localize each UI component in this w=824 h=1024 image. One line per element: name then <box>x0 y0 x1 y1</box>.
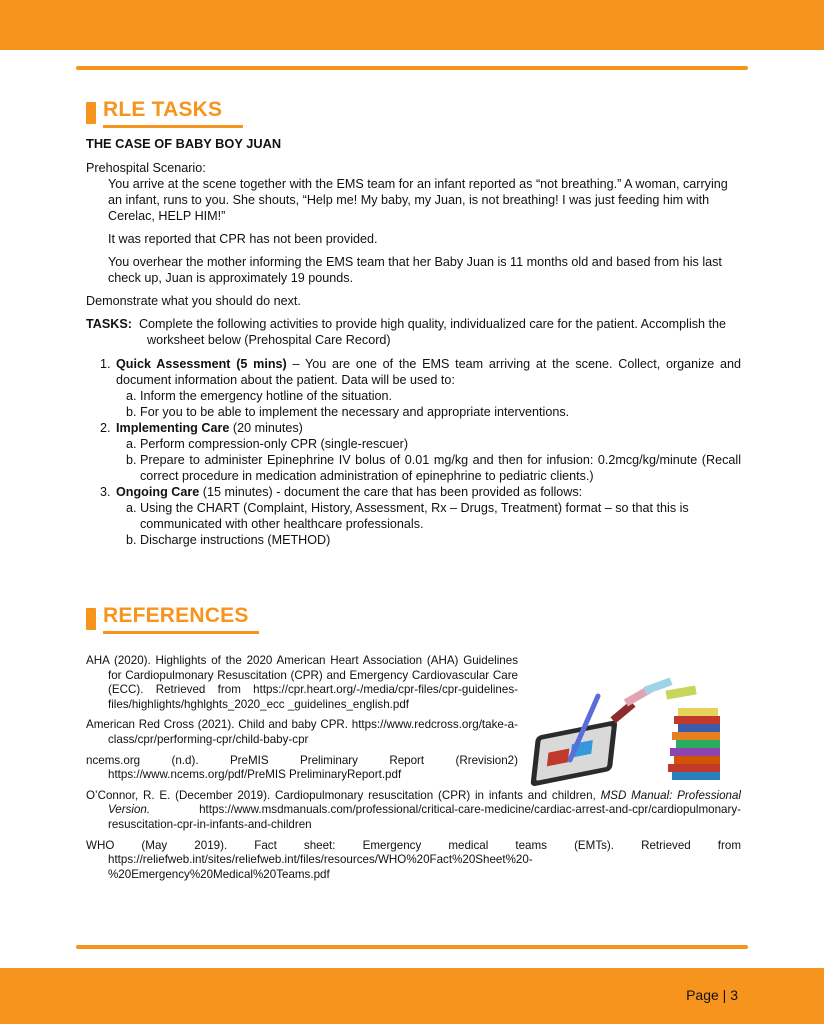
subtask-item: b. Discharge instructions (METHOD) <box>140 532 741 548</box>
reference-item: American Red Cross (2021). Child and baby CPR. https://www.redcross.org/take-a-class/cpr/performing-cpr/child-baby-cpr <box>86 718 518 746</box>
task-text: – You are one of the EMS team arriving at the scene. Collect, organize and document information about the patient. Data will be used to: <box>116 357 742 387</box>
header-band <box>0 0 824 50</box>
tablet-books-illustration <box>528 668 740 798</box>
task-title: Ongoing Care <box>116 485 200 499</box>
heading-marker <box>86 102 96 124</box>
tasks-label: TASKS: <box>86 317 132 331</box>
subtask-item: b. Prepare to administer Epinephrine IV bolus of 0.01 mg/kg and then for infusion: 0.2mcg/kg/minute (Recall correct procedure in medication administration of epinephrine to pediatric clients.) <box>140 452 741 484</box>
case-content <box>86 136 741 548</box>
task-title: Implementing Care <box>116 421 230 435</box>
case-title: THE CASE OF BABY BOY JUAN <box>86 136 282 151</box>
reference-item: WHO (May 2019). Fact sheet: Emergency medical teams (EMTs). Retrieved from https://reliefweb.int/sites/reliefweb.int/files/resources/WHO%20Fact%20Sheet%20-%20Emergency%20Medical%20Teams.pdf <box>86 838 741 881</box>
subtask-item: a. Perform compression-only CPR (single-rescuer) <box>140 436 741 452</box>
task-text: (20 minutes) <box>229 421 303 435</box>
task-item <box>114 484 741 548</box>
reference-item: AHA (2020). Highlights of the 2020 American Heart Association (AHA) Guidelines for Cardiopulmonary Resuscitation (CPR) and Emergency Cardiovascular Care (ECC). Retrieved from https://cpr.heart.org/-/media/cpr-files/cpr-guidelines-files/highlights/hghlghts_2020_ecc _guidelines_english.pdf <box>86 654 518 711</box>
subtask-item: a. Inform the emergency hotline of the situation. <box>140 388 741 404</box>
subtask-item: a. Using the CHART (Complaint, History, Assessment, Rx – Drugs, Treatment) format – so that this is communicated with other healthcare professionals. <box>140 500 741 532</box>
heading-underline <box>103 125 243 128</box>
scenario-para-3: You overhear the mother informing the EMS team that her Baby Juan is 11 months old and based from his last check up, Juan is approximately 19 pounds. <box>108 255 722 285</box>
reference-url: https://www.msdmanuals.com/professional/critical-care-medicine/cardiac-arrest-and-cpr/cardiopulmonary-resuscitation-cpr-in-infants-and-children <box>108 803 741 831</box>
tasks-text: Complete the following activities to provide high quality, individualized care for the patient. Accomplish the worksheet below (Prehospital Care Record) <box>138 317 727 347</box>
subtask-list <box>116 388 741 420</box>
subtask-item: b. For you to be able to implement the necessary and appropriate interventions. <box>140 404 741 420</box>
reference-item: ncems.org (n.d). PreMIS Preliminary Report (Rrevision2) https://www.ncems.org/pdf/PreMIS PreliminaryReport.pdf <box>86 753 518 782</box>
scenario-label: Prehospital Scenario: <box>86 161 206 175</box>
reference-text: O’Connor, R. E. (December 2019). Cardiopulmonary resuscitation (CPR) in infants and children, <box>86 788 601 802</box>
task-list <box>86 356 741 548</box>
heading-marker <box>86 608 96 630</box>
footer-rule <box>76 945 748 949</box>
scenario-para-2: It was reported that CPR has not been provided. <box>108 232 378 246</box>
subtask-list <box>116 500 741 548</box>
reference-source-title: MSD Manual: Professional Version. <box>108 788 741 817</box>
tablet-books-icon <box>528 668 740 798</box>
page-number: Page | 3 <box>686 987 738 1003</box>
demonstrate-line: Demonstrate what you should do next. <box>86 294 301 308</box>
header-rule <box>76 66 748 70</box>
scenario-para-1: You arrive at the scene together with the EMS team for an infant reported as “not breathing.” A woman, carrying an infant, runs to you. She shouts, “Help me! My baby, my Juan, is not breathing! I was just feeding him with Cerelac, HELP HIM!” <box>108 177 728 223</box>
references-title: REFERENCES <box>103 604 249 627</box>
heading-underline <box>103 631 259 634</box>
rle-tasks-title: RLE TASKS <box>103 98 223 121</box>
task-item <box>114 356 741 420</box>
task-title: Quick Assessment (5 mins) <box>116 357 287 371</box>
task-item <box>114 420 741 484</box>
subtask-list <box>116 436 741 484</box>
task-text: (15 minutes) - document the care that has been provided as follows: <box>199 485 583 499</box>
tasks-intro <box>86 316 741 348</box>
